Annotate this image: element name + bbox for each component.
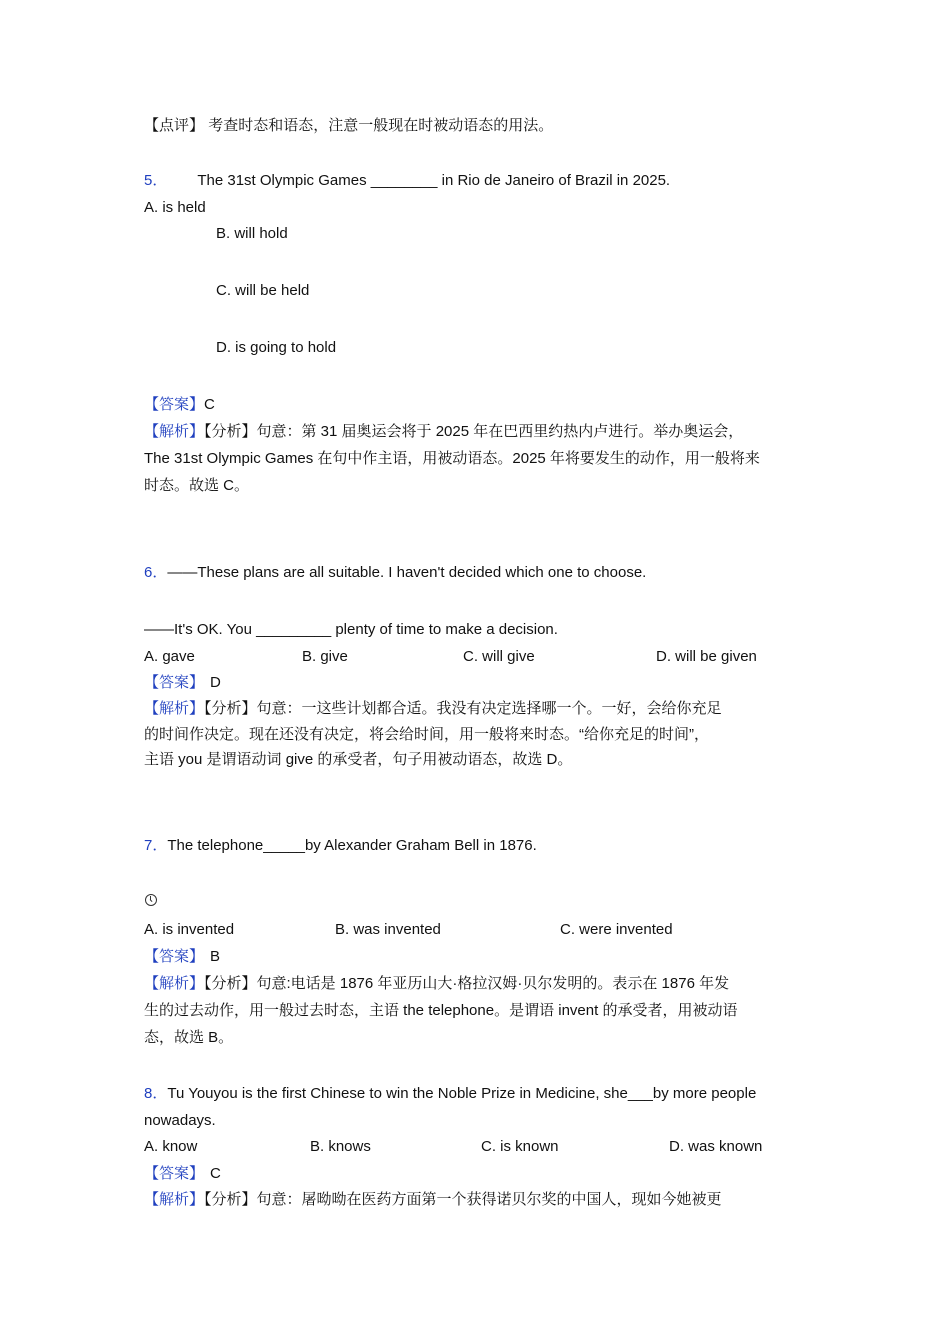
q8-answer-tag: 【答案】: [144, 1165, 205, 1182]
q7-analysis-line-2: 生的过去动作，用一般过去时态，主语 the telephone。是谓语 invent 的承受者，用被动语: [144, 1002, 738, 1019]
q5-stem: The 31st Olympic Games ________ in Rio de Janeiro of Brazil in 2025.: [197, 172, 671, 189]
q5-option-d: D. is going to hold: [216, 339, 337, 356]
q6-stem-1: ——These plans are all suitable. I haven't decided which one to choose.: [167, 564, 647, 581]
q7-stem-line: [144, 836, 537, 856]
q7-analysis-text-1: 【分析】句意:电话是 1876 年亚历山大·格拉汉姆·贝尔发明的。表示在 1876 年发: [204, 975, 730, 992]
q6-stem-line-1: [144, 563, 646, 583]
q7-analysis-line-1: [144, 974, 729, 994]
q8-answer-line: [144, 1164, 221, 1184]
q8-stem-line-1: [144, 1084, 756, 1104]
clock-icon: [145, 892, 157, 912]
q7-analysis-line-3: 态，故选 B。: [144, 1029, 234, 1046]
q7-number: 7．: [144, 837, 168, 854]
q6-answer-tag: 【答案】: [144, 674, 205, 691]
q6-option-b: B. give: [302, 648, 348, 665]
q5-number: 5．: [144, 172, 168, 189]
q5-option-c: C. will be held: [216, 282, 310, 299]
q8-answer: C: [210, 1165, 221, 1182]
q6-answer-line: [144, 673, 221, 693]
q6-answer: D: [210, 674, 221, 691]
q5-analysis-text-1: 【分析】句意：第 31 届奥运会将于 2025 年在巴西里约热内卢进行。举办奥运会，: [204, 423, 744, 440]
q5-option-b: B. will hold: [216, 225, 288, 242]
q6-analysis-tag: 【解析】: [144, 700, 205, 717]
q5-analysis-tag: 【解析】: [144, 423, 205, 440]
q7-analysis-tag: 【解析】: [144, 975, 205, 992]
q5-option-a: A. is held: [144, 199, 206, 216]
q6-analysis-text-1: 【分析】句意：一这些计划都合适。我没有决定选择哪一个。一好，会给你充足: [204, 700, 722, 717]
q8-option-a: A. know: [144, 1138, 198, 1155]
q6-option-d: D. will be given: [656, 648, 757, 665]
review-line: [144, 116, 553, 136]
q6-analysis-line-1: [144, 699, 722, 719]
q8-option-d: D. was known: [669, 1138, 763, 1155]
q7-option-a: A. is invented: [144, 921, 235, 938]
q5-stem-line: [144, 171, 670, 191]
q8-stem-line-2: nowadays.: [144, 1112, 216, 1129]
q5-answer: C: [204, 396, 215, 413]
q7-answer-line: [144, 947, 220, 967]
q5-answer-tag: 【答案】: [144, 396, 205, 413]
q6-option-a: A. gave: [144, 648, 195, 665]
q7-answer: B: [210, 948, 221, 965]
q6-analysis-line-2: 的时间作决定。现在还没有决定，将会给时间，用一般将来时态。“给你充足的时间”，: [144, 726, 709, 743]
q8-analysis-tag: 【解析】: [144, 1191, 205, 1208]
q8-option-b: B. knows: [310, 1138, 371, 1155]
q5-analysis-line-2: The 31st Olympic Games 在句中作主语，用被动语态。2025 年将要发生的动作，用一般将来: [144, 450, 760, 467]
q7-answer-tag: 【答案】: [144, 948, 205, 965]
q6-option-c: C. will give: [463, 648, 535, 665]
q8-stem-1: Tu Youyou is the first Chinese to win the Noble Prize in Medicine, she___by more people: [167, 1085, 757, 1102]
q6-stem-line-2: ——It's OK. You _________ plenty of time to make a decision.: [144, 621, 558, 638]
q5-analysis-line-1: [144, 422, 743, 442]
q8-analysis-line-1: [144, 1190, 722, 1210]
q6-analysis-line-3: 主语 you 是谓语动词 give 的承受者，句子用被动语态，故选 D。: [144, 751, 573, 768]
q8-option-c: C. is known: [481, 1138, 559, 1155]
q7-stem: The telephone_____by Alexander Graham Bell in 1876.: [167, 837, 537, 854]
review-text: 考查时态和语态，注意一般现在时被动语态的用法。: [208, 117, 554, 134]
q7-option-b: B. was invented: [335, 921, 441, 938]
q6-number: 6．: [144, 564, 168, 581]
q8-number: 8．: [144, 1085, 168, 1102]
q7-option-c: C. were invented: [560, 921, 673, 938]
q5-answer-line: [144, 395, 215, 415]
q8-analysis-text-1: 【分析】句意：屠呦呦在医药方面第一个获得诺贝尔奖的中国人，现如今她被更: [204, 1191, 722, 1208]
q5-analysis-line-3: 时态。故选 C。: [144, 477, 250, 494]
review-tag: 【点评】: [144, 117, 205, 134]
